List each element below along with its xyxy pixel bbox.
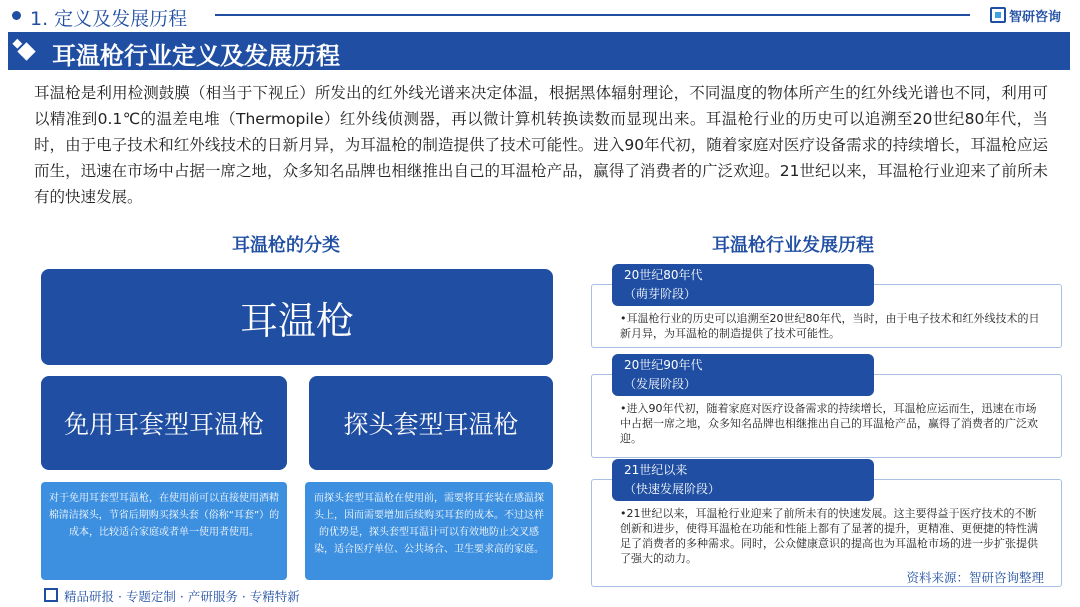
section-title: 1. 定义及发展历程 [30,8,188,30]
history-stage [591,354,1062,458]
stage-phase: （萌芽阶段） [624,287,697,301]
type-card-label: 免用耳套型耳温枪 [63,410,264,439]
footer [0,585,1080,607]
type-description-probe-cover: 而探头套型耳温枪在使用前，需要将耳套装在感温探头上，因而需要增加后续购买耳套的成本。不过这样的优势是，探头套型耳温计可以有效地防止交叉感染，适合医疗单位、公共场合、卫生要求高的家庭。 [305,482,553,580]
stage-description: •进入90年代初，随着家庭对医疗设备需求的持续增长，耳温枪应运而生，迅速在市场中占据一席之地，众多知名品牌也相继推出自己的耳温枪产品，赢得了消费者的广泛欢迎。 [591,374,1062,458]
history-heading: 耳温枪行业发展历程 [712,235,874,256]
header-divider [215,14,970,16]
footer-logo-icon [44,588,58,602]
section-bullet-icon [12,11,21,20]
stage-era: 21世纪以来 [624,463,688,477]
stage-header [612,354,874,396]
stage-header [612,264,874,306]
brand-logo-icon [990,7,1006,23]
type-description-earcover-free: 对于免用耳套型耳温枪，在使用前可以直接使用酒精棉清洁探头，节省后期购买探头套（俗称“耳套”）的成本，比较适合家庭或者单一使用者使用。 [41,482,287,580]
stage-phase: （快速发展阶段） [624,482,721,496]
page-title: 耳温枪行业定义及发展历程 [52,42,340,70]
stage-era: 20世纪80年代 [624,268,703,282]
top-bar [0,0,1080,30]
stage-phase: （发展阶段） [624,377,697,391]
classification-heading: 耳温枪的分类 [232,235,340,256]
history-stage [591,264,1062,350]
footer-services: 精品研报 · 专题定制 · 产研服务 · 专精特新 [64,589,300,604]
title-banner [8,32,1070,70]
stage-header [612,459,874,501]
brand-name: 智研咨询 [1009,9,1062,25]
type-card-label: 探头套型耳温枪 [343,410,519,439]
brand-logo [990,5,1061,25]
source-note: 资料来源：智研咨询整理 [906,570,1044,585]
stage-description: •耳温枪行业的历史可以追溯至20世纪80年代，当时，由于电子技术和红外线技术的日新月异，为耳温枪的制造提供了技术可能性。 [591,284,1062,348]
stage-era: 20世纪90年代 [624,358,703,372]
diamond-icon [17,42,35,60]
classification-root-card [41,269,553,365]
type-card-probe-cover [309,376,553,470]
stage-description: •21世纪以来，耳温枪行业迎来了前所未有的快速发展。这主要得益于医疗技术的不断创新和进步，使得耳温枪在功能和性能上都有了显著的提升，更精准、更便捷的特性满足了消费者的多种需求。同时，公众健康意识的提高也为耳温枪市场的进一步扩张提供了强大的动力。 [591,479,1062,587]
type-card-earcover-free [41,376,287,470]
classification-root-label: 耳温枪 [239,298,354,343]
intro-paragraph: 耳温枪是利用检测鼓膜（相当于下视丘）所发出的红外线光谱来决定体温，根据黑体辐射理论，不同温度的物体所产生的红外线光谱也不同，利用可以精准到0.1℃的温差电堆（Thermopile）红外线侦测器，再以微计算机转换读数而显现出来。耳温枪行业的历史可以追溯至20世纪80年代，当时，由于电子技术和红外线技术的日新月异，为耳温枪的制造提供了技术可能性。进入90年代初，随着家庭对医疗设备需求的持续增长，耳温枪应运而生，迅速在市场中占据一席之地，众多知名品牌也相继推出自己的耳温枪产品，赢得了消费者的广泛欢迎。21世纪以来，耳温枪行业迎来了前所未有的快速发展。 [34,84,1048,206]
